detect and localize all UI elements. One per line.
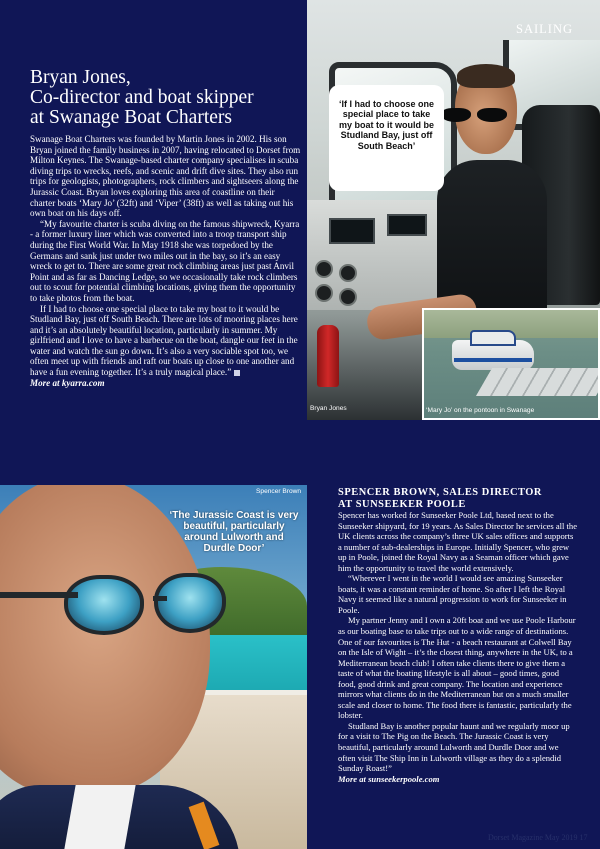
article-body	[30, 134, 302, 378]
pull-quote-bubble: ‘If I had to choose one special place to take my boat to it would be Studland Bay, just off South Beach’	[329, 85, 444, 191]
gauge	[315, 260, 333, 278]
boat-stripe	[454, 358, 532, 362]
skipper-hair	[457, 64, 515, 88]
photo-caption: Bryan Jones	[310, 405, 347, 412]
end-mark-icon	[234, 370, 240, 376]
paragraph	[30, 304, 302, 378]
sunglasses-bridge	[153, 596, 167, 601]
paragraph: “Wherever I went in the world I would see amazing Sunseeker boats, it was a constant reminder of home. So after I left the Royal Navy it seemed like a natural progression to work for Sunseeker in Poole.	[338, 573, 567, 615]
sunglasses-lens-right	[154, 573, 226, 633]
shirt-collar	[64, 785, 135, 849]
gauge	[339, 264, 357, 282]
sunglasses-arm	[0, 592, 78, 598]
heading-line: Bryan Jones,	[30, 67, 131, 88]
article-body	[338, 510, 578, 774]
page-folio: Dorset Magazine May 2019 17	[488, 833, 588, 842]
sunglasses-lens-left	[64, 575, 144, 635]
chart-plotter	[329, 218, 375, 244]
section-tag: SAILING	[516, 22, 573, 36]
heading-line: SPENCER BROWN, SALES DIRECTOR	[338, 487, 542, 498]
spencer-brown-article	[338, 487, 578, 785]
heading-line: at Swanage Boat Charters	[30, 107, 232, 128]
pontoon	[476, 368, 600, 396]
fire-extinguisher	[317, 325, 339, 387]
photo-caption: Spencer Brown	[256, 488, 302, 495]
paragraph: “My favourite charter is scuba diving on the famous shipwreck, Kyarra - a former luxury liner which was converted into a troop transport ship during the First World War. In May 1918 she was torpedoed by the Germans and sank just under two miles out in the bay, so it’s an easy wreck to get to. There are some great rock climbing areas just past Anvil Point and as far as Dancing Ledge, so we occasionally take rock climbers out to scout for potential climbing locations, giving them the opportunity to take photos from the boat.	[30, 218, 300, 303]
gauge	[315, 284, 333, 302]
inset-caption: ‘Mary Jo’ on the pontoon in Swanage	[426, 407, 535, 414]
kyarra-link[interactable]: More at kyarra.com	[30, 377, 105, 388]
pull-quote: ‘The Jurassic Coast is very beautiful, particularly around Lulworth and Durdle Door’	[169, 510, 299, 554]
paragraph: My partner Jenny and I own a 20ft boat and we use Poole Harbour as our boating base to take trips out to a wide range of destinations. One of our favourites is The Hut - a beach restaurant at Colwell Bay on the Isle of Wight – it’s the closest thing, anywhere in the UK, to a Mediterranean beach club! I often take clients there to give them a taste of what the boating lifestyle is all about – good times, good food, good drink and great company. The location and experience mirrors what clients do in the Mediterranean but on a much smaller scale and closer to home. The food there is fantastic, particularly the lobster.	[338, 615, 576, 721]
radar-screen	[387, 214, 427, 236]
paragraph: Swanage Boat Charters was founded by Martin Jones in 2002. His son Bryan joined the family business in 2007, having relocated to Dorset from Milton Keynes. The Swanage-based charter company specialises in scuba diving trips to wrecks, reefs, and scenic and drift dive sites. They also run trips for geologists, photographers, rock climbers and sightseers along the Jurassic Coast. Bryan loves exploring this area of coastline on their charter boats ‘Mary Jo’ (32ft) and ‘Viper’ (38ft) as well as taking out his own boat on his days off.	[30, 134, 301, 219]
sunseeker-link[interactable]: More at sunseekerpoole.com	[338, 773, 440, 784]
sunglasses	[441, 108, 513, 122]
paragraph: Studland Bay is another popular haunt and we regularly moor up for a visit to The Pig on the Beach. The Jurassic Coast is very beautiful, particularly around Lulworth and Durdle Door and we often visit The Ship Inn in Lulworth village as they do a splendid Sunday Roast!”	[338, 720, 570, 774]
spencer-brown-heading	[338, 487, 578, 510]
heading-line: Co-director and boat skipper	[30, 87, 254, 108]
bryan-jones-heading	[30, 68, 302, 128]
paragraph: Spencer has worked for Sunseeker Poole Ltd, based next to the Sunseeker shipyard, for 19 years. As Sales Director he services all the UK clients across the company’s three UK sales offices and supports a number of sub-dealerships in Europe. Initially Spencer, who grew up in Poole, joined the Royal Navy as a Seaman officer which gave him the opportunity to travel the world extensively.	[338, 510, 578, 573]
heading-line: AT SUNSEEKER POOLE	[338, 498, 466, 510]
paragraph-text: If I had to choose one special place to take my boat to it would be Studland Bay, just off South Beach. There are lots of mooring places here and it’s an absolutely beautiful location, particularly in summer. My girlfriend and I love to have a barbecue on the boat, dangle our feet in the water and watch the sun go down. It’s also a very sociable spot too, we often meet up with friends and raft our boats up close to one another and have a fun evening together. It’s a truly magical place.”	[30, 303, 298, 378]
mary-jo-inset-photo	[422, 308, 600, 420]
boat-cabin	[470, 330, 516, 346]
bryan-jones-article	[30, 68, 302, 389]
gauge	[339, 288, 357, 306]
